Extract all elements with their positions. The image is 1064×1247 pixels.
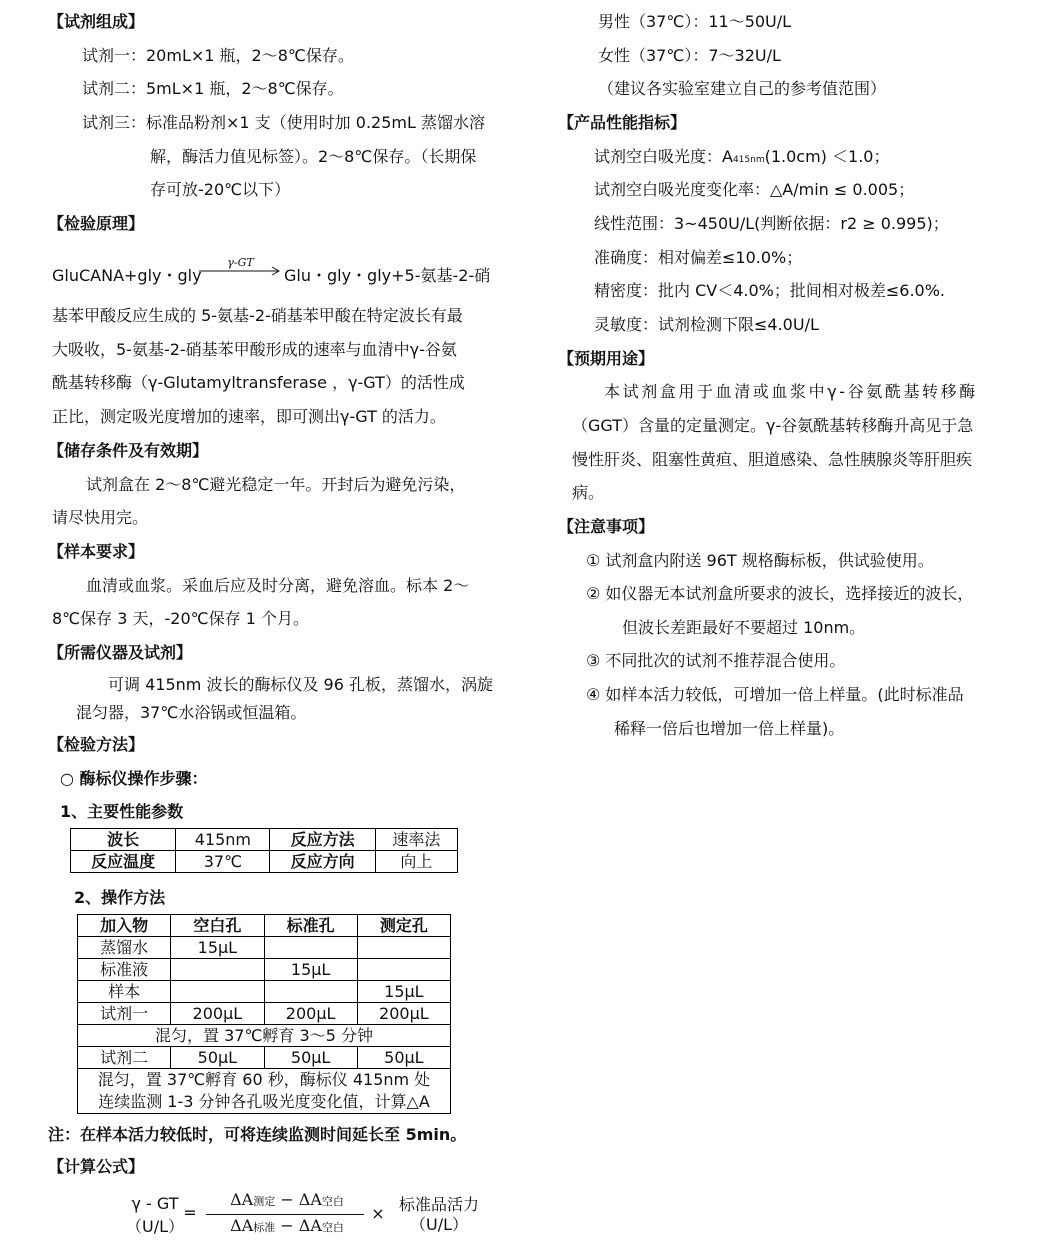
ops-mix2-line: 混匀，置 37℃孵育 60 秒，酶标仪 415nm 处 xyxy=(97,1070,431,1089)
perf-text: 试剂空白吸光度：A xyxy=(594,147,733,166)
formula-rhs-bottom: （U/L） xyxy=(409,1215,469,1234)
table-cell: 试剂一 xyxy=(78,1003,171,1025)
method-sub: ○ 酶标仪操作步骤： xyxy=(60,769,208,788)
reaction-left: GluCANA+gly・gly xyxy=(52,266,202,285)
formula-denominator xyxy=(202,1216,372,1235)
table-cell: 200μL xyxy=(264,1003,357,1025)
table-header-cell: 空白孔 xyxy=(171,915,264,937)
table-header-cell: 测定孔 xyxy=(357,915,450,937)
table-row xyxy=(78,1047,451,1069)
ops-table xyxy=(77,914,451,1114)
reaction-right: Glu・gly・gly+5-氨基-2-硝 xyxy=(284,266,491,285)
params-heading: 1、主要性能参数 xyxy=(60,802,184,821)
sample-line: 8℃保存 3 天，-20℃保存 1 个月。 xyxy=(52,609,309,628)
formula-rhs-top: 标准品活力 xyxy=(398,1195,479,1214)
reagent-heading: 【试剂组成】 xyxy=(48,12,145,31)
use-line: 病。 xyxy=(572,483,605,502)
perf-line: 准确度：相对偏差≤10.0%； xyxy=(594,248,803,267)
ref-line: （建议各实验室建立自己的参考值范围） xyxy=(598,79,887,98)
perf-heading: 【产品性能指标】 xyxy=(558,113,687,132)
sample-line: 血清或血浆。采血后应及时分离，避免溶血。标本 2～ xyxy=(86,576,470,595)
formula-times: × xyxy=(371,1204,385,1223)
formula-minus: − xyxy=(280,1216,294,1235)
table-cell xyxy=(357,937,450,959)
table-cell: 50μL xyxy=(264,1047,357,1069)
notice-heading: 【注意事项】 xyxy=(558,517,655,536)
table-cell xyxy=(264,937,357,959)
instrument-line: 可调 415nm 波长的酶标仪及 96 孔板，蒸馏水，涡旋 xyxy=(108,675,493,694)
table-cell xyxy=(78,1069,451,1114)
use-line: 慢性肝炎、阻塞性黄疸、胆道感染、急性胰腺炎等肝胆疾 xyxy=(572,450,973,469)
table-cell: 50μL xyxy=(357,1047,450,1069)
table-cell xyxy=(171,981,264,1003)
reaction-arrow xyxy=(198,256,283,280)
notice-line: 稀释一倍后也增加一倍上样量)。 xyxy=(614,719,845,738)
perf-line: 试剂空白吸光度变化率：△A/min ≤ 0.005； xyxy=(594,180,915,199)
ref-line: 女性（37℃）：7～32U/L xyxy=(598,46,781,65)
table-cell xyxy=(357,959,450,981)
formula-lhs-top: γ - GT xyxy=(131,1194,179,1213)
table-row xyxy=(71,851,458,873)
calc-heading: 【计算公式】 xyxy=(48,1157,145,1176)
table-cell: 37℃ xyxy=(176,851,270,873)
notice-line: 但波长差距最好不要超过 10nm。 xyxy=(622,618,866,637)
reagent-line: 试剂一：20mL×1 瓶，2～8℃保存。 xyxy=(82,46,354,65)
formula xyxy=(120,1188,500,1244)
storage-line: 请尽快用完。 xyxy=(52,508,149,527)
table-cell: 200μL xyxy=(171,1003,264,1025)
principle-line: 基苯甲酸反应生成的 5-氨基-2-硝基苯甲酸在特定波长有最 xyxy=(52,306,463,325)
formula-term: ΔA xyxy=(298,1216,322,1235)
table-row xyxy=(78,915,451,937)
table-header-cell: 加入物 xyxy=(78,915,171,937)
formula-lhs-bottom: （U/L） xyxy=(125,1217,185,1236)
note: 注：在样本活力较低时，可将连续监测时间延长至 5min。 xyxy=(48,1125,467,1144)
ops-mix2-line: 连续监测 1-3 分钟各孔吸光度变化值，计算△A xyxy=(98,1092,430,1111)
table-cell: 波长 xyxy=(71,829,176,851)
reaction-arrow-label: γ-GT xyxy=(227,256,254,269)
perf-line: 精密度：批内 CV＜4.0%；批间相对极差≤6.0%. xyxy=(594,281,945,300)
principle-line: 酰基转移酶（γ-Glutamyltransferase ，γ-GT）的活性成 xyxy=(52,373,465,392)
table-cell: 200μL xyxy=(357,1003,450,1025)
params-table xyxy=(70,828,458,873)
notice-line: ② 如仪器无本试剂盒所要求的波长，选择接近的波长， xyxy=(586,584,974,603)
formula-term: ΔA xyxy=(230,1216,254,1235)
method-heading: 【检验方法】 xyxy=(48,735,145,754)
notice-line: ③ 不同批次的试剂不推荐混合使用。 xyxy=(586,651,846,670)
formula-term: ΔA xyxy=(230,1190,254,1209)
table-row xyxy=(78,981,451,1003)
table-cell: 反应方法 xyxy=(270,829,375,851)
table-cell: 速率法 xyxy=(375,829,457,851)
reagent-line: 试剂三：标准品粉剂×1 支（使用时加 0.25mL 蒸馏水溶 xyxy=(82,113,485,132)
notice-line: ④ 如样本活力较低，可增加一倍上样量。(此时标准品 xyxy=(586,685,964,704)
formula-subscript: 空白 xyxy=(321,1221,344,1234)
ops-heading: 2、操作方法 xyxy=(74,888,166,907)
formula-minus: − xyxy=(280,1190,294,1209)
use-line: 本试剂盒用于血清或血浆中γ-谷氨酰基转移酶 xyxy=(604,382,978,401)
table-cell: 50μL xyxy=(171,1047,264,1069)
arrow-icon xyxy=(198,256,283,280)
principle-heading: 【检验原理】 xyxy=(48,214,145,233)
table-cell: 反应方向 xyxy=(270,851,375,873)
table-cell: 15μL xyxy=(357,981,450,1003)
instrument-heading: 【所需仪器及试剂】 xyxy=(48,643,193,662)
table-cell: 蒸馏水 xyxy=(78,937,171,959)
formula-numerator xyxy=(202,1190,372,1209)
table-cell: 向上 xyxy=(375,851,457,873)
formula-subscript: 标准 xyxy=(253,1221,276,1234)
table-row xyxy=(78,937,451,959)
reagent-line: 试剂二：5mL×1 瓶，2～8℃保存。 xyxy=(82,79,344,98)
perf-line: 线性范围：3~450U/L(判断依据：r2 ≥ 0.995)； xyxy=(594,214,949,233)
reagent-line: 解，酶活力值见标签）。2～8℃保存。（长期保 xyxy=(150,147,477,166)
table-cell xyxy=(264,981,357,1003)
reagent-line: 存可放-20℃以下） xyxy=(150,180,291,199)
perf-line xyxy=(594,146,889,171)
table-cell: 样本 xyxy=(78,981,171,1003)
table-cell: 混匀，置 37℃孵育 3～5 分钟 xyxy=(78,1025,451,1047)
formula-subscript: 空白 xyxy=(321,1195,344,1208)
principle-line: 大吸收，5-氨基-2-硝基苯甲酸形成的速率与血清中γ-谷氨 xyxy=(52,340,457,359)
perf-line: 灵敏度：试剂检测下限≤4.0U/L xyxy=(594,315,819,334)
formula-term: ΔA xyxy=(298,1190,322,1209)
table-row xyxy=(71,829,458,851)
table-cell: 试剂二 xyxy=(78,1047,171,1069)
storage-line: 试剂盒在 2～8℃避光稳定一年。开封后为避免污染， xyxy=(86,475,466,494)
table-row xyxy=(78,1025,451,1047)
table-cell: 标准液 xyxy=(78,959,171,981)
table-cell: 415nm xyxy=(176,829,270,851)
table-row xyxy=(78,1003,451,1025)
perf-text: (1.0cm) ＜1.0； xyxy=(764,147,890,166)
formula-subscript: 测定 xyxy=(253,1195,276,1208)
ref-line: 男性（37℃）：11～50U/L xyxy=(598,12,792,31)
notice-line: ① 试剂盒内附送 96T 规格酶标板，供试验使用。 xyxy=(586,551,934,570)
table-row xyxy=(78,959,451,981)
perf-subscript: 415nm xyxy=(732,155,765,165)
principle-line: 正比，测定吸光度增加的速率，即可测出γ-GT 的活力。 xyxy=(52,407,446,426)
table-cell: 15μL xyxy=(264,959,357,981)
formula-eq: = xyxy=(183,1203,197,1222)
table-cell: 反应温度 xyxy=(71,851,176,873)
storage-heading: 【储存条件及有效期】 xyxy=(48,441,209,460)
instrument-line: 混匀器，37℃水浴锅或恒温箱。 xyxy=(76,703,307,722)
sample-heading: 【样本要求】 xyxy=(48,542,145,561)
table-row xyxy=(78,1069,451,1114)
table-cell xyxy=(171,959,264,981)
table-header-cell: 标准孔 xyxy=(264,915,357,937)
use-heading: 【预期用途】 xyxy=(558,349,655,368)
fraction-bar xyxy=(206,1214,364,1215)
table-cell: 15μL xyxy=(171,937,264,959)
use-line: （GGT）含量的定量测定。γ-谷氨酰基转移酶升高见于急 xyxy=(572,416,974,435)
